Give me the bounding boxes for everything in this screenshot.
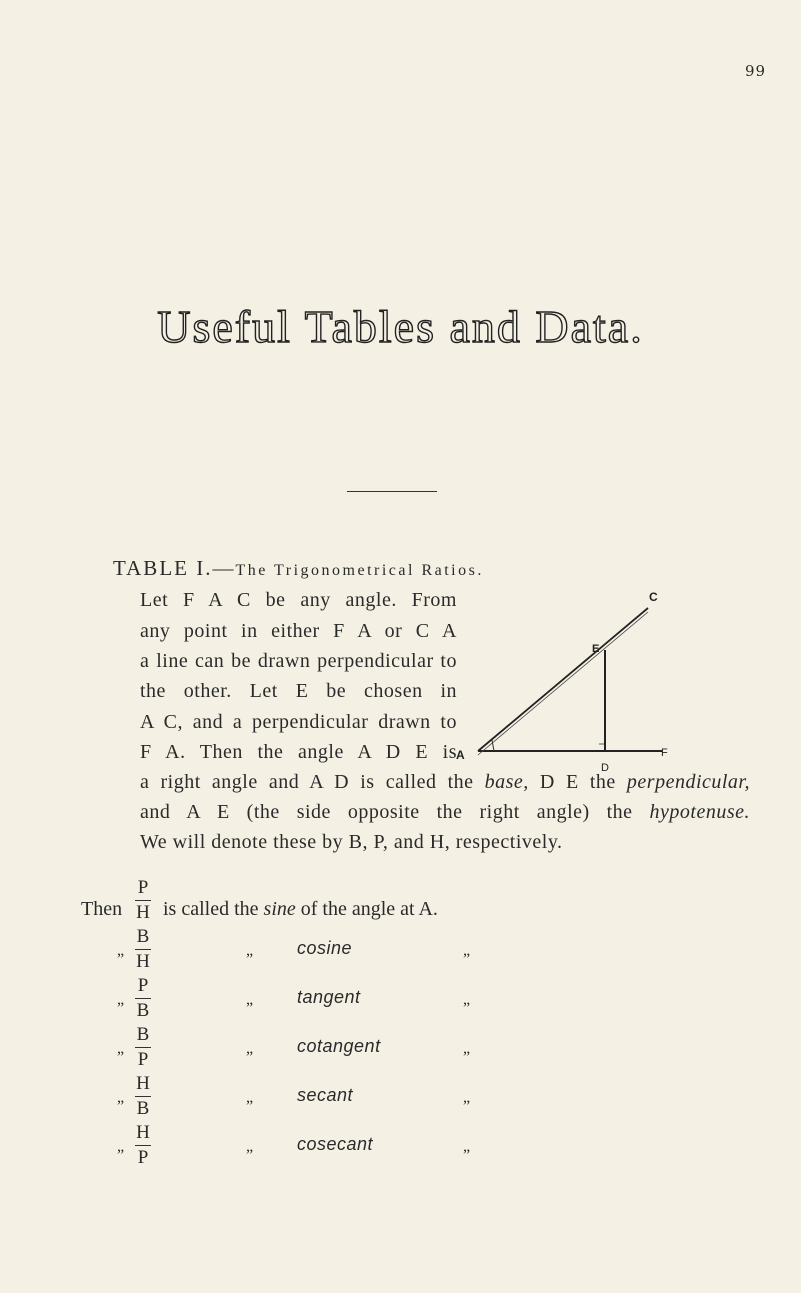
term-perpendicular: perpendicular,: [626, 771, 750, 793]
ditto-mark: „: [117, 1138, 125, 1155]
intro-line-4: the other. Let E be chosen in: [140, 680, 457, 702]
ditto-mark: „: [117, 991, 125, 1008]
fraction-denominator: H: [136, 902, 150, 923]
ditto-mark: „: [463, 991, 471, 1008]
ditto-mark: „: [246, 991, 254, 1008]
intro-line-7-b: D E the: [528, 771, 627, 793]
label-f: F: [661, 747, 668, 759]
intro-line-1: Let F A C be any angle. From: [140, 589, 457, 611]
fraction-bar: [135, 1145, 151, 1146]
fraction-cotangent: [132, 1025, 154, 1070]
line-ac: [478, 608, 648, 751]
ditto-mark: „: [463, 1089, 471, 1106]
fraction-numerator: P: [137, 877, 149, 898]
intro-line-7-a: a right angle and A D is called the: [140, 771, 485, 793]
sine-name: sine: [263, 898, 296, 920]
sine-definition: [163, 898, 438, 921]
fraction-numerator: B: [136, 1024, 150, 1045]
ditto-mark: „: [246, 1040, 254, 1057]
fraction-denominator: B: [136, 1000, 150, 1021]
intro-line-9: We will denote these by B, P, and H, respectively.: [140, 831, 563, 853]
ditto-mark: „: [117, 1040, 125, 1057]
fraction-cosecant: [132, 1123, 154, 1168]
title-divider: [347, 491, 437, 492]
fraction-denominator: P: [137, 1049, 149, 1070]
ditto-mark: „: [463, 1040, 471, 1057]
fraction-tangent: [132, 976, 154, 1021]
fraction-denominator: H: [136, 951, 150, 972]
fraction-bar: [135, 949, 151, 950]
fraction-denominator: P: [137, 1147, 149, 1168]
ditto-mark: „: [246, 1138, 254, 1155]
triangle-diagram: [450, 586, 670, 776]
term-base: base,: [484, 771, 529, 793]
intro-line-3: a line can be drawn perpendicular to: [140, 650, 457, 672]
tangent-name: tangent: [297, 987, 361, 1007]
table-heading: [113, 556, 484, 581]
intro-line-8-a: and A E (the side opposite the right angle) the: [140, 801, 650, 823]
ditto-mark: „: [117, 942, 125, 959]
cosine-name: cosine: [297, 938, 353, 958]
label-c: C: [649, 590, 658, 604]
intro-line-8: [140, 801, 750, 824]
fraction-bar: [135, 1047, 151, 1048]
term-hypotenuse: hypotenuse.: [649, 801, 750, 823]
fraction-cosine: [132, 927, 154, 972]
intro-line-6: F A. Then the angle A D E is: [140, 741, 457, 763]
then-word: Then: [81, 898, 123, 920]
fraction-numerator: H: [136, 1122, 150, 1143]
fraction-numerator: B: [136, 926, 150, 947]
fraction-bar: [135, 1096, 151, 1097]
cosecant-name: cosecant: [297, 1134, 374, 1154]
label-e: E: [592, 643, 600, 655]
page-number: 99: [745, 62, 767, 80]
ditto-mark: „: [463, 942, 471, 959]
fraction-secant: [132, 1074, 154, 1119]
fraction-bar: [135, 998, 151, 999]
label-a: A: [456, 748, 465, 762]
fraction-bar: [135, 900, 151, 901]
table-label: TABLE I.—: [113, 556, 236, 580]
is-called-the: is called the: [163, 898, 259, 920]
cotangent-name: cotangent: [297, 1036, 381, 1056]
page-title: Useful Tables and Data.: [157, 301, 644, 352]
fraction-sine: [132, 878, 154, 923]
ditto-mark: „: [246, 1089, 254, 1106]
ditto-mark: „: [117, 1089, 125, 1106]
ditto-mark: „: [463, 1138, 471, 1155]
ditto-mark: „: [246, 942, 254, 959]
fraction-numerator: H: [136, 1073, 150, 1094]
secant-name: secant: [297, 1085, 354, 1105]
intro-line-2: any point in either F A or C A: [140, 620, 457, 642]
fraction-numerator: P: [137, 975, 149, 996]
table-name: The Trigonometrical Ratios.: [235, 562, 484, 579]
fraction-denominator: B: [136, 1098, 150, 1119]
label-d: D: [601, 762, 609, 774]
line-ac-shade: [478, 612, 648, 755]
of-the-angle-at-a: of the angle at A.: [300, 898, 438, 920]
intro-line-5: A C, and a perpendicular drawn to: [140, 711, 457, 733]
